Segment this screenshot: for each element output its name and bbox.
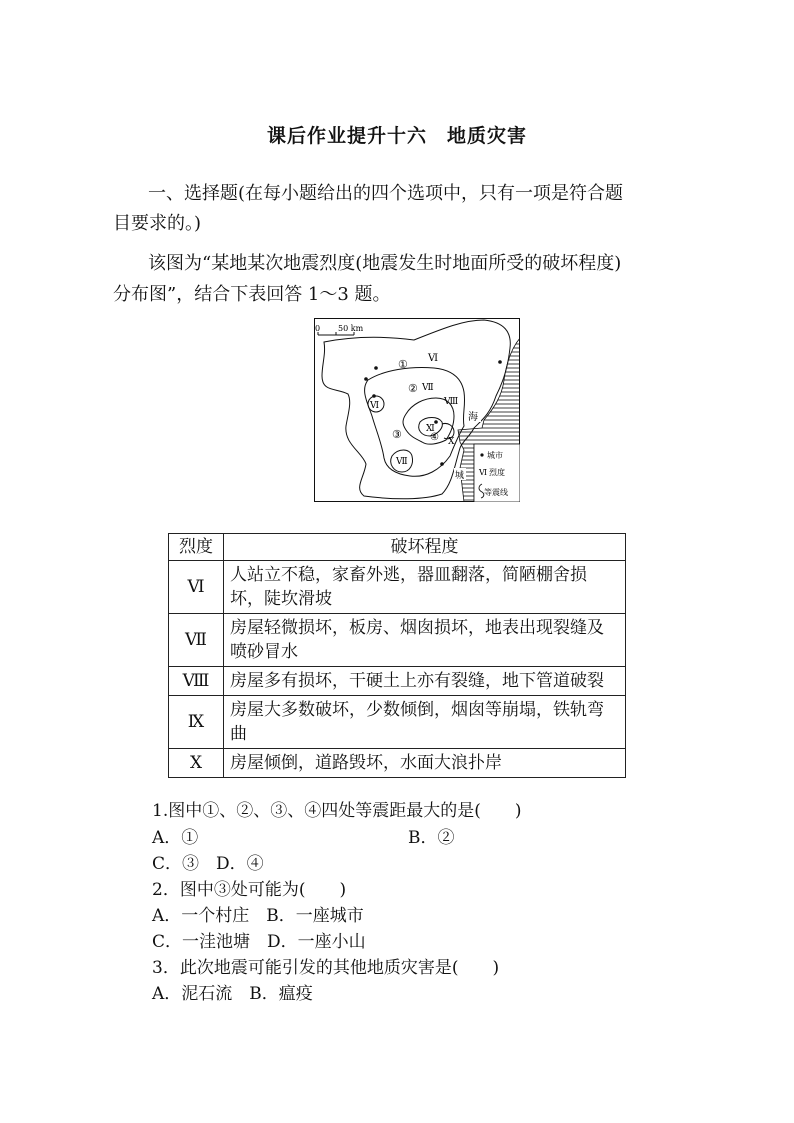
section-heading-continued: 目要求的。): [113, 213, 202, 234]
question-3: 3．此次地震可能引发的其他地质灾害是( ): [152, 958, 500, 978]
question-1: 1.图中①、②、③、④四处等震距最大的是( ): [152, 801, 522, 821]
intensity-level: Ⅸ: [169, 696, 224, 749]
intensity-level: Ⅶ: [169, 614, 224, 667]
table-row: [169, 667, 626, 696]
city-dot: [498, 360, 502, 364]
label-p1: ①: [398, 358, 408, 371]
city-dot: [364, 377, 368, 381]
intro-text: 该图为“某地某次地震烈度(地震发生时地面所受的破坏程度): [148, 253, 622, 274]
table-header-cell: 破坏程度: [224, 534, 626, 561]
label-p4: ④: [430, 432, 439, 443]
table-row: [169, 749, 626, 778]
label-sea: 海: [468, 412, 478, 423]
section-heading: 一、选择题(在每小题给出的四个选项中，只有一项是符合题: [148, 183, 624, 204]
label-vii-top: Ⅶ: [422, 383, 434, 393]
table-header-cell: 烈度: [169, 534, 224, 561]
damage-description: 房屋大多数破坏，少数倾倒，烟囱等崩塌，铁轨弯曲: [224, 696, 626, 749]
damage-description: 房屋倾倒，道路毁坏，水面大浪扑岸: [224, 749, 626, 778]
legend-intensity: 烈度: [489, 468, 505, 477]
scale-label: 50 km: [338, 324, 364, 333]
question-2-options-ab: A．一个村庄 B．一座城市: [152, 906, 364, 926]
table-row: [169, 561, 626, 614]
label-vii-bottom: Ⅶ: [396, 457, 408, 467]
page-title: 课后作业提升十六 地质灾害: [266, 125, 527, 147]
question-3-options-ab: A．泥石流 B．瘟疫: [152, 984, 313, 1004]
question-1-option-b: B．②: [408, 828, 455, 848]
damage-description: 房屋多有损坏，干硬土上亦有裂缝，地下管道破裂: [224, 667, 626, 696]
intensity-level: Ⅷ: [169, 667, 224, 696]
damage-description: 房屋轻微损坏，板房、烟囱损坏，地表出现裂缝及喷砂冒水: [224, 614, 626, 667]
label-p2: ②: [408, 382, 418, 395]
city-dot: [372, 394, 376, 398]
city-dot: [434, 420, 438, 424]
legend-city: 城市: [487, 451, 503, 460]
question-1-options-cd: C．③ D．④: [152, 854, 264, 874]
legend-intensity-symbol: Ⅵ: [479, 468, 488, 477]
table-header-row: [169, 534, 626, 561]
label-city: 城: [455, 471, 465, 481]
table-row: [169, 614, 626, 667]
label-vi-small: Ⅵ: [370, 401, 380, 411]
label-p3: ③: [392, 428, 402, 441]
scale-zero: 0: [315, 324, 321, 333]
intensity-table: [168, 533, 626, 778]
label-viii: Ⅷ: [444, 397, 459, 407]
question-2-options-cd: C．一洼池塘 D．一座小山: [152, 932, 366, 952]
city-dot: [440, 462, 444, 466]
label-xi: Ⅺ: [426, 424, 435, 434]
intensity-level: Ⅹ: [169, 749, 224, 778]
question-1-option-a: A．①: [152, 828, 199, 848]
earthquake-intensity-map: [314, 318, 520, 502]
intro-text-continued: 分布图”，结合下表回答 1～3 题。: [113, 284, 391, 305]
table-row: [169, 696, 626, 749]
legend-city-dot: [480, 453, 483, 456]
damage-description: 人站立不稳，家畜外逃，器皿翻落，简陋棚舍损坏，陡坎滑坡: [224, 561, 626, 614]
label-x: Ⅹ: [448, 437, 455, 447]
city-dot: [374, 366, 378, 370]
question-2: 2．图中③处可能为( ): [152, 880, 347, 900]
label-vi: Ⅵ: [428, 353, 439, 364]
legend-isoseismal: 等震线: [484, 488, 508, 497]
intensity-level: Ⅵ: [169, 561, 224, 614]
